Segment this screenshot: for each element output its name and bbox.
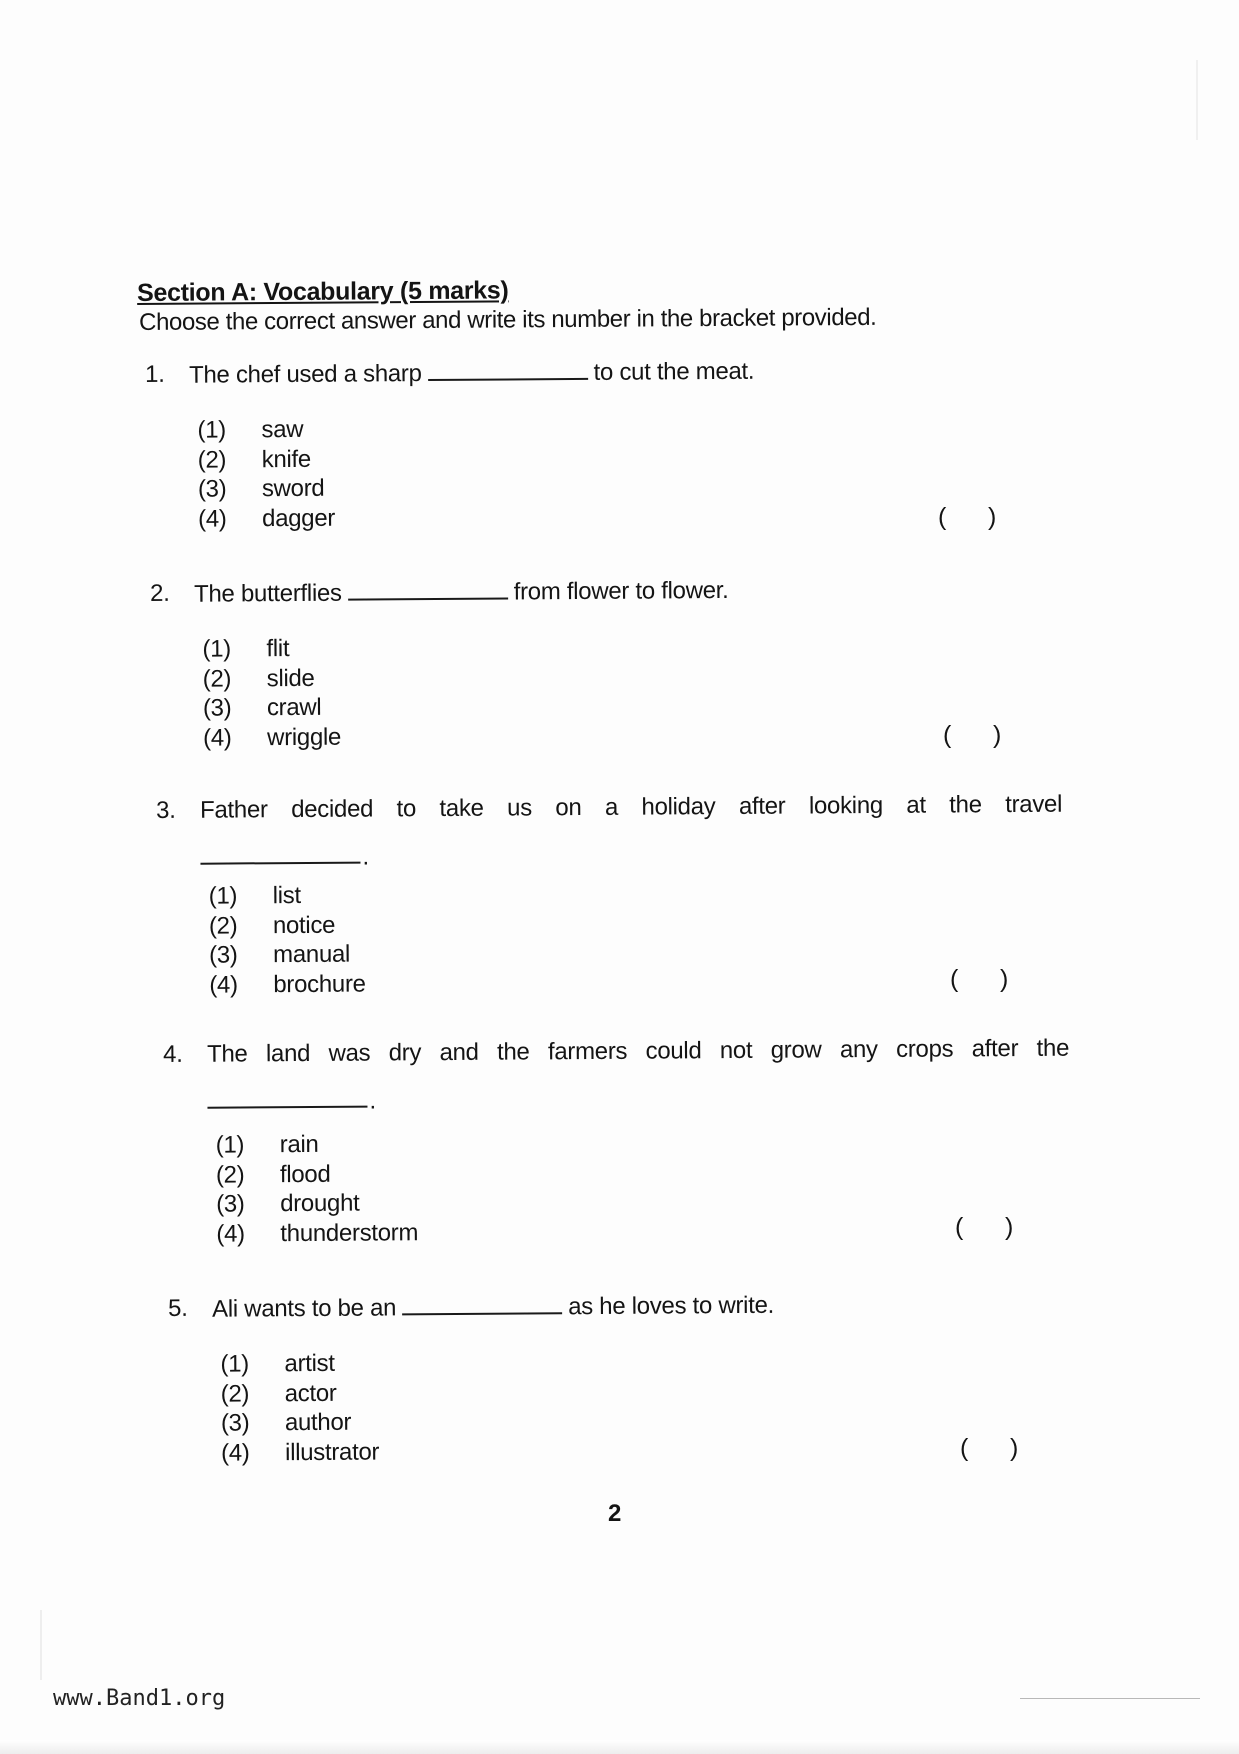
question-number: 3. — [156, 796, 176, 824]
answer-blank — [207, 1086, 367, 1109]
answer-blank — [428, 358, 588, 381]
scan-artifact — [40, 1610, 42, 1680]
answer-blank — [200, 842, 360, 865]
question-text: Father decided to take us on a holiday after looking at the travel — [199, 790, 1063, 824]
scan-artifact — [1196, 60, 1198, 140]
page-number: 2 — [608, 1500, 622, 1527]
answer-bracket[interactable]: ( ) — [950, 965, 1009, 993]
question-number: 5. — [168, 1294, 188, 1322]
question-text: The chef used a sharp to cut the meat. — [189, 357, 755, 389]
question-text: The butterflies from flower to flower. — [194, 576, 729, 608]
answer-blank — [348, 578, 508, 601]
option-list — [197, 415, 336, 536]
option-list — [215, 1130, 419, 1251]
footer-url: www.Band1.org — [53, 1686, 226, 1711]
section-title: Section A: Vocabulary (5 marks) — [137, 276, 509, 307]
answer-bracket[interactable]: ( ) — [960, 1434, 1019, 1462]
option-list — [220, 1349, 380, 1470]
question-text: Ali wants to be an as he loves to write. — [212, 1291, 775, 1323]
question-number: 1. — [145, 360, 165, 388]
answer-blank — [402, 1292, 562, 1315]
option-list — [208, 881, 366, 1002]
option-list — [202, 635, 342, 755]
scan-edge — [0, 1740, 1239, 1754]
answer-bracket[interactable]: ( ) — [955, 1213, 1014, 1241]
footer-divider — [1020, 1698, 1200, 1699]
question-number: 2. — [150, 579, 170, 607]
question-number: 4. — [163, 1040, 183, 1068]
section-instruction: Choose the correct answer and write its number in the bracket provided. — [139, 303, 877, 336]
answer-bracket[interactable]: ( ) — [943, 721, 1002, 749]
answer-bracket[interactable]: ( ) — [938, 503, 997, 531]
question-text: The land was dry and the farmers could not grow any crops after the — [206, 1034, 1070, 1068]
